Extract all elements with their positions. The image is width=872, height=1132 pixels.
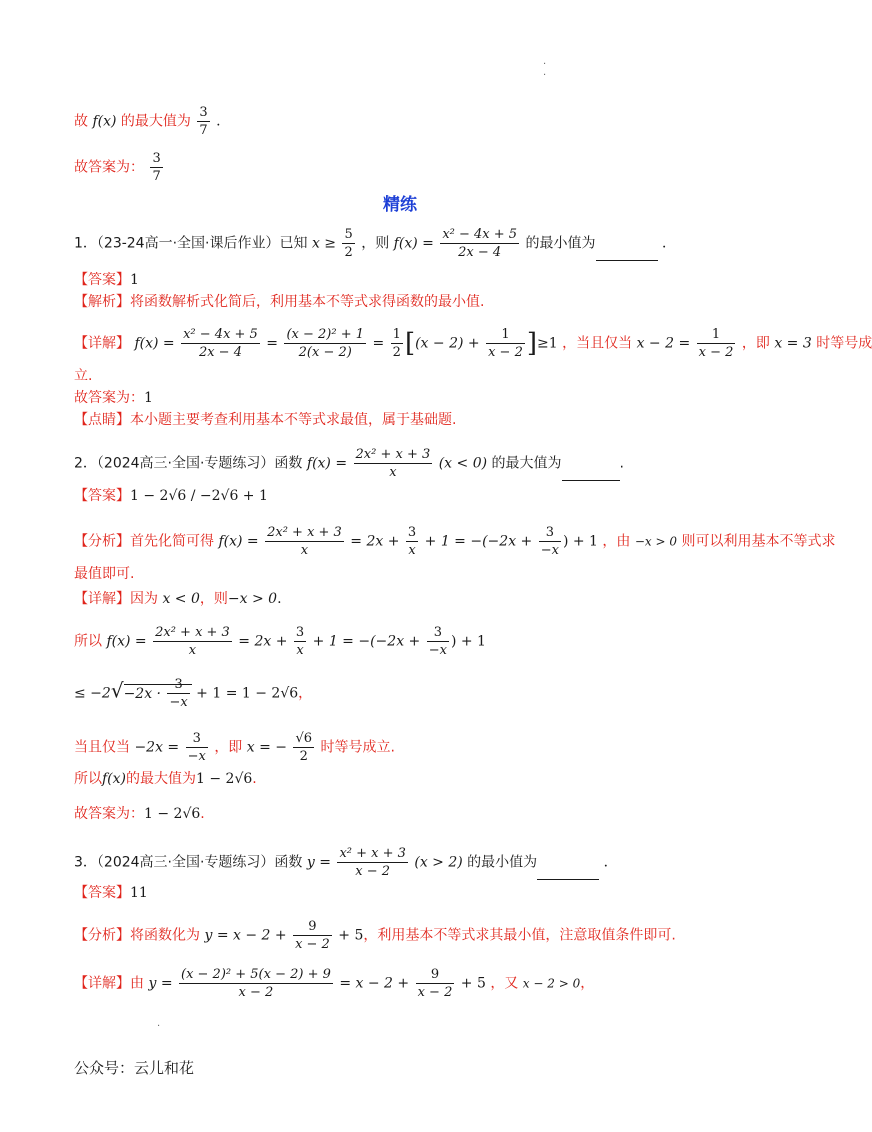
corner-dot: . — [543, 56, 547, 67]
problem-2-final: 故答案为：1 − 2√6. — [74, 806, 205, 822]
problem-1-detail: 【详解】 f(x) = $\frac{\text{x² − 4x + 5}}{2x - 4}$ = $\frac{\text{(x − 2)² + 1}}{2(x - 2)}$ = $\frac{1}{2}$ [(x − 2) + $\frac{1}{x - 2}$ ]≥1 ，当且仅当 x − 2 = $\frac{1}{x - 2}$ ，即 x = 3 时等号成 — [74, 327, 872, 360]
section-title: 精练 — [383, 195, 417, 215]
fraction: $\frac{3}{7}$ — [199, 105, 208, 138]
problem-3-detail: 【详解】由 y = $\frac{\text{(x − 2)² + 5(x − 2) + 9}}{x - 2}$ = x − 2 + $\frac{9}{x - 2}$ + 5 ，又 x − 2 > 0， — [74, 967, 595, 1000]
problem-3-answer: 【答案】11 — [74, 885, 148, 901]
problem-2-max: 所以f(x)的最大值为1 − 2√6. — [74, 771, 257, 787]
problem-2-detail: 【详解】因为 x < 0，则−x > 0. — [74, 591, 282, 607]
problem-1-answer: 【答案】1 — [74, 272, 139, 288]
problem-1-final: 故答案为：1 — [74, 390, 153, 406]
problem-1-detail-cont: 立. — [74, 368, 93, 384]
conclusion-line: 故 f(x) 的最大值为 $\frac{3}{7}$ . — [74, 105, 221, 138]
problem-2-inequality: ≤ −2√−2x · $\frac{3}{-x}$ + 1 = 1 − 2√6， — [74, 677, 313, 710]
problem-3-analysis: 【分析】将函数化为 y = x − 2 + $\frac{9}{x - 2}$ + 5，利用基本不等式求其最小值，注意取值条件即可. — [74, 919, 676, 952]
problem-2-question: 2．（2024高三·全国·专题练习）函数 f(x) = $\frac{\text{2x² + x + 3}}{x}$ (x < 0) 的最大值为 . — [74, 447, 624, 480]
answer-blank — [562, 480, 620, 481]
problem-1-question: 1．（23-24高一·全国·课后作业）已知 x ≥ $\frac{5}{2}$ ，则 f(x) = $\frac{\text{x² − 4x + 5}}{2x - 4}$ 的最小值为 ． — [74, 227, 676, 260]
answer-blank — [596, 260, 658, 261]
footer-account: 公众号：云儿和花 — [74, 1059, 195, 1077]
problem-1-point: 【点睛】本小题主要考查利用基本不等式求最值，属于基础题. — [74, 412, 457, 428]
problem-2-analysis-cont: 最值即可. — [74, 566, 135, 582]
problem-1-analysis: 【解析】将函数解析式化简后，利用基本不等式求得函数的最小值. — [74, 294, 485, 310]
problem-2-analysis: 【分析】首先化简可得 f(x) = $\frac{\text{2x² + x + 3}}{x}$ = 2x + $\frac{3}{x}$ + 1 = −(−2x + $\frac{3}{-x}$ ) + 1 ，由 −x > 0 则可以利用基本不等式求 — [74, 525, 836, 558]
corner-dot: · — [543, 70, 547, 81]
fraction: $\frac{3}{7}$ — [152, 151, 161, 184]
stray-dot: . — [157, 1018, 161, 1029]
problem-2-step: 所以 f(x) = $\frac{\text{2x² + x + 3}}{x}$ = 2x + $\frac{3}{x}$ + 1 = −(−2x + $\frac{3}{-x}$ ) + 1 — [74, 625, 486, 658]
answer-line: 故答案为： $\frac{3}{7}$ — [74, 151, 161, 184]
answer-blank — [537, 879, 599, 880]
problem-2-equality: 当且仅当 −2x = $\frac{3}{-x}$ ，即 x = − $\frac{√6}{2}$ 时等号成立. — [74, 731, 395, 764]
problem-2-answer: 【答案】1 − 2√6 / −2√6 + 1 — [74, 488, 268, 504]
problem-3-question: 3．（2024高三·全国·专题练习）函数 y = $\frac{\text{x² + x + 3}}{x - 2}$ (x > 2) 的最小值为 ． — [74, 846, 618, 879]
